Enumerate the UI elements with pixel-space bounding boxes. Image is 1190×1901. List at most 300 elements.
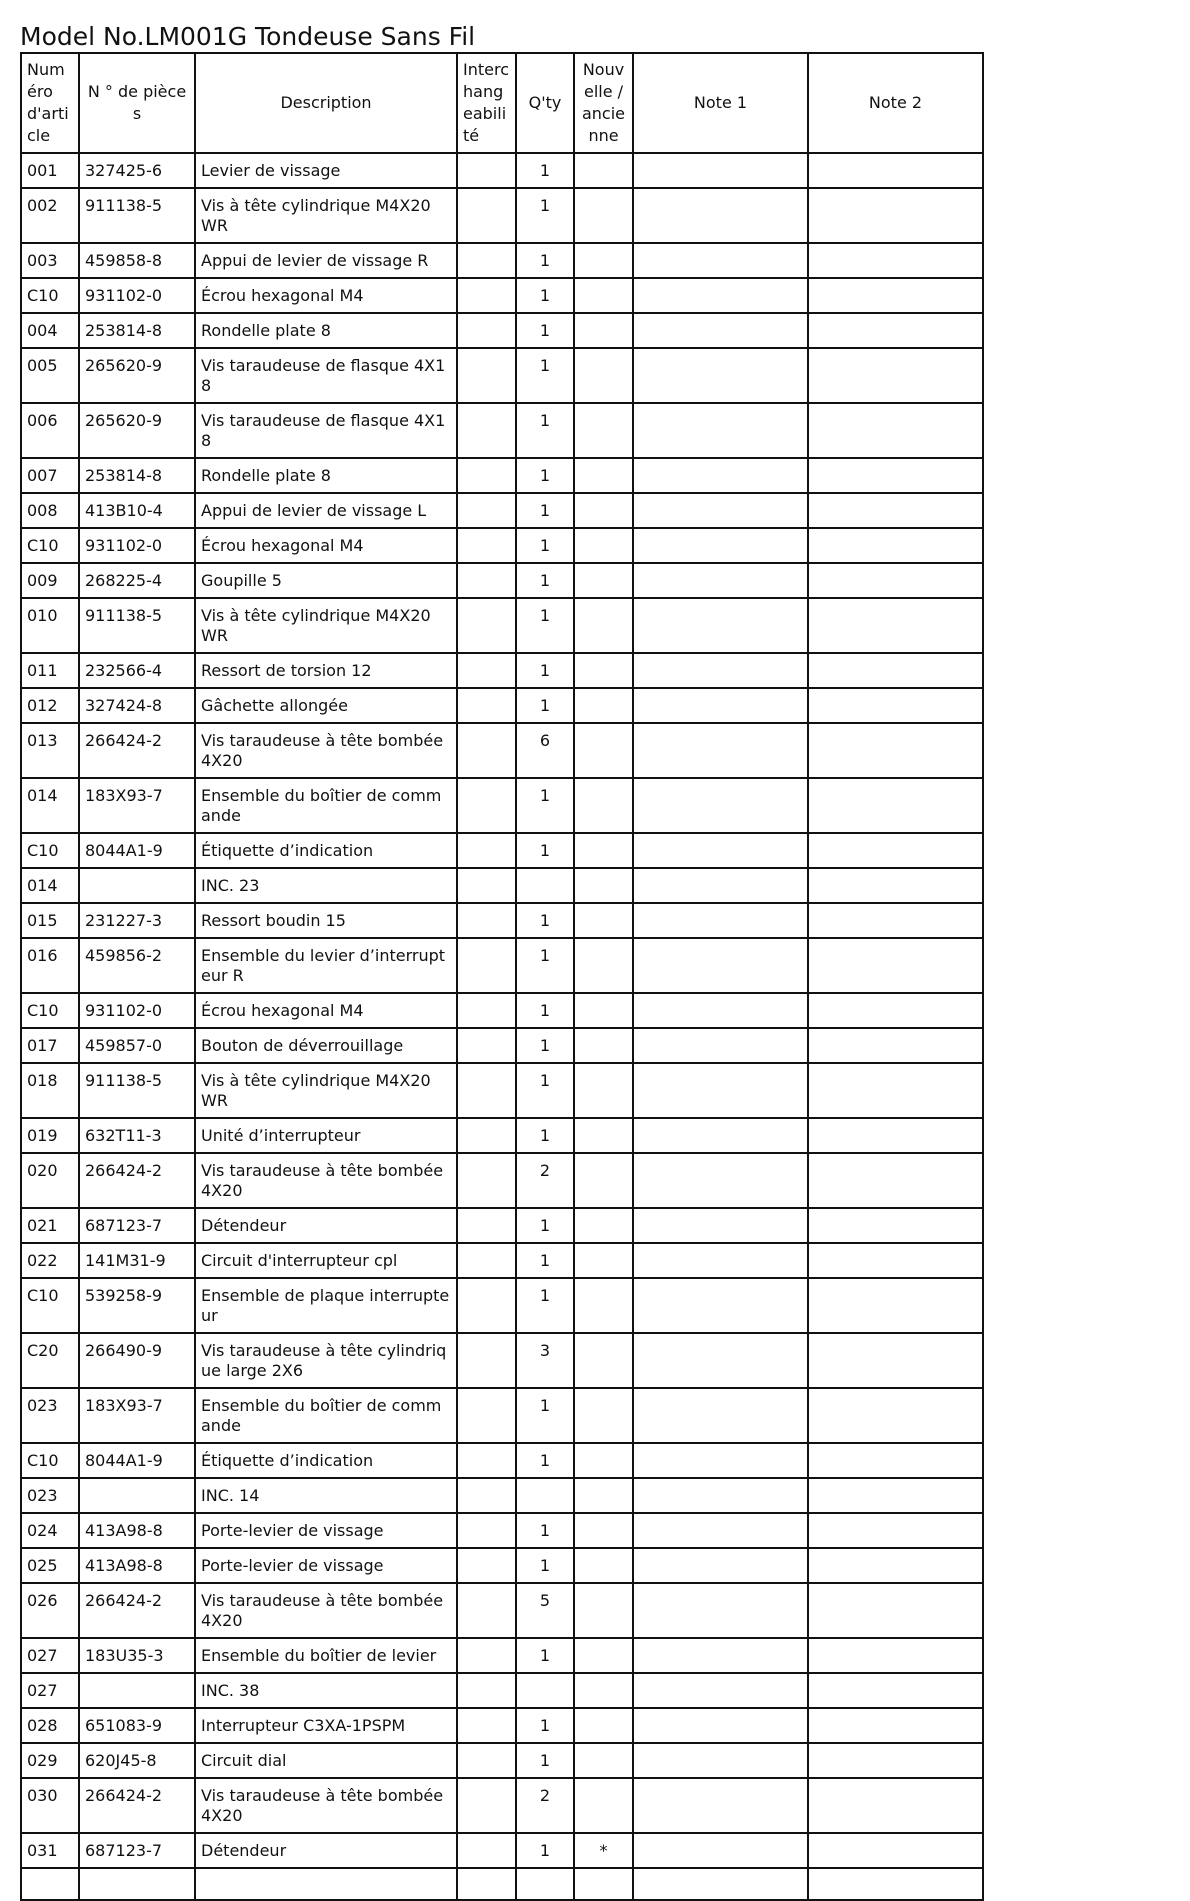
cell-note-1	[633, 778, 808, 833]
cell-note-2	[808, 1743, 983, 1778]
cell-item-no: 030	[21, 1778, 79, 1833]
cell-description: Vis taraudeuse à tête cylindrique large 2X6	[195, 1333, 457, 1388]
cell-part-no: 266424-2	[79, 1153, 195, 1208]
cell-interchangeability	[457, 938, 516, 993]
cell-part-no: 232566-4	[79, 653, 195, 688]
cell-item-no: 005	[21, 348, 79, 403]
cell-interchangeability	[457, 993, 516, 1028]
cell-qty: 1	[516, 1118, 574, 1153]
cell-part-no: 632T11-3	[79, 1118, 195, 1153]
cell-note-1	[633, 1638, 808, 1673]
cell-item-no: 014	[21, 778, 79, 833]
cell-interchangeability	[457, 1833, 516, 1868]
cell-note-2	[808, 833, 983, 868]
cell-interchangeability	[457, 1708, 516, 1743]
cell-description: Vis taraudeuse à tête bombée 4X20	[195, 723, 457, 778]
cell-item-no: 021	[21, 1208, 79, 1243]
cell-note-2	[808, 993, 983, 1028]
table-row	[21, 1333, 983, 1388]
table-row	[21, 1583, 983, 1638]
cell-qty: 1	[516, 243, 574, 278]
cell-note-2	[808, 1673, 983, 1708]
document-title: Model No.LM001G Tondeuse Sans Fil	[20, 22, 476, 51]
cell-interchangeability	[457, 1063, 516, 1118]
cell-new-old	[574, 528, 633, 563]
cell-note-2	[808, 1118, 983, 1153]
cell-note-1	[633, 243, 808, 278]
cell-note-1	[633, 458, 808, 493]
cell-interchangeability	[457, 348, 516, 403]
cell-qty: 1	[516, 1548, 574, 1583]
cell-new-old	[574, 278, 633, 313]
cell-note-1	[633, 1243, 808, 1278]
table-row	[21, 1708, 983, 1743]
cell-new-old	[574, 1478, 633, 1513]
cell-part-no: 620J45-8	[79, 1743, 195, 1778]
cell-description: Goupille 5	[195, 563, 457, 598]
cell-part-no: 266424-2	[79, 1583, 195, 1638]
cell-note-1	[633, 833, 808, 868]
cell-note-1	[633, 1868, 808, 1900]
cell-interchangeability	[457, 243, 516, 278]
cell-item-no: C10	[21, 278, 79, 313]
cell-interchangeability	[457, 723, 516, 778]
cell-interchangeability	[457, 1243, 516, 1278]
cell-qty: 2	[516, 1778, 574, 1833]
cell-part-no: 687123-7	[79, 1833, 195, 1868]
cell-qty	[516, 1673, 574, 1708]
cell-description: Porte-levier de vissage	[195, 1548, 457, 1583]
cell-interchangeability	[457, 1028, 516, 1063]
cell-description: Vis à tête cylindrique M4X20 WR	[195, 1063, 457, 1118]
cell-note-2	[808, 778, 983, 833]
cell-part-no: 931102-0	[79, 528, 195, 563]
cell-part-no: 413A98-8	[79, 1513, 195, 1548]
cell-part-no: 911138-5	[79, 598, 195, 653]
cell-interchangeability	[457, 563, 516, 598]
cell-qty: 1	[516, 1028, 574, 1063]
cell-item-no: 011	[21, 653, 79, 688]
cell-item-no: 010	[21, 598, 79, 653]
cell-item-no: 001	[21, 153, 79, 188]
cell-note-1	[633, 1443, 808, 1478]
cell-interchangeability	[457, 1388, 516, 1443]
cell-note-2	[808, 1208, 983, 1243]
cell-new-old	[574, 938, 633, 993]
cell-note-2	[808, 1243, 983, 1278]
cell-qty: 1	[516, 1708, 574, 1743]
cell-item-no: C10	[21, 833, 79, 868]
cell-item-no: 014	[21, 868, 79, 903]
header-new-old: Nouvelle / ancienne	[574, 53, 633, 153]
cell-qty	[516, 1478, 574, 1513]
cell-new-old	[574, 243, 633, 278]
cell-interchangeability	[457, 688, 516, 723]
cell-note-1	[633, 1743, 808, 1778]
cell-note-2	[808, 1513, 983, 1548]
cell-new-old	[574, 153, 633, 188]
cell-part-no	[79, 1673, 195, 1708]
cell-part-no: 911138-5	[79, 188, 195, 243]
table-row	[21, 903, 983, 938]
cell-description: Ensemble du boîtier de levier	[195, 1638, 457, 1673]
cell-item-no: 016	[21, 938, 79, 993]
cell-note-1	[633, 688, 808, 723]
cell-item-no: C20	[21, 1333, 79, 1388]
cell-description: Unité d’interrupteur	[195, 1118, 457, 1153]
cell-note-2	[808, 528, 983, 563]
cell-qty	[516, 1868, 574, 1900]
cell-new-old	[574, 1063, 633, 1118]
cell-note-2	[808, 493, 983, 528]
cell-note-2	[808, 598, 983, 653]
cell-new-old: *	[574, 1833, 633, 1868]
table-row	[21, 1638, 983, 1673]
cell-note-2	[808, 1278, 983, 1333]
cell-note-2	[808, 1778, 983, 1833]
cell-item-no: 031	[21, 1833, 79, 1868]
cell-item-no: 027	[21, 1638, 79, 1673]
cell-part-no: 911138-5	[79, 1063, 195, 1118]
cell-part-no: 413B10-4	[79, 493, 195, 528]
cell-item-no: 008	[21, 493, 79, 528]
table-row	[21, 1443, 983, 1478]
cell-note-1	[633, 528, 808, 563]
cell-item-no: 009	[21, 563, 79, 598]
cell-note-2	[808, 1443, 983, 1478]
cell-description: Détendeur	[195, 1208, 457, 1243]
cell-description: Circuit d'interrupteur cpl	[195, 1243, 457, 1278]
cell-new-old	[574, 993, 633, 1028]
cell-item-no: 013	[21, 723, 79, 778]
cell-interchangeability	[457, 493, 516, 528]
cell-interchangeability	[457, 1513, 516, 1548]
cell-note-2	[808, 868, 983, 903]
header-qty: Q'ty	[516, 53, 574, 153]
cell-description: INC. 23	[195, 868, 457, 903]
header-description: Description	[195, 53, 457, 153]
cell-description: Interrupteur C3XA-1PSPM	[195, 1708, 457, 1743]
cell-qty: 1	[516, 493, 574, 528]
cell-part-no: 931102-0	[79, 278, 195, 313]
cell-description: INC. 38	[195, 1673, 457, 1708]
cell-description: Appui de levier de vissage R	[195, 243, 457, 278]
table-row	[21, 993, 983, 1028]
cell-note-2	[808, 938, 983, 993]
cell-note-2	[808, 1478, 983, 1513]
cell-qty: 1	[516, 598, 574, 653]
table-row	[21, 1513, 983, 1548]
cell-interchangeability	[457, 528, 516, 563]
cell-note-1	[633, 1118, 808, 1153]
cell-item-no: C10	[21, 1278, 79, 1333]
table-row	[21, 153, 983, 188]
cell-note-2	[808, 278, 983, 313]
cell-interchangeability	[457, 868, 516, 903]
cell-interchangeability	[457, 458, 516, 493]
cell-note-2	[808, 688, 983, 723]
cell-note-2	[808, 1153, 983, 1208]
cell-qty: 1	[516, 153, 574, 188]
cell-note-1	[633, 278, 808, 313]
cell-note-1	[633, 563, 808, 598]
cell-note-2	[808, 1638, 983, 1673]
cell-new-old	[574, 1778, 633, 1833]
cell-interchangeability	[457, 1583, 516, 1638]
cell-note-1	[633, 1833, 808, 1868]
cell-note-2	[808, 1868, 983, 1900]
header-part-no: N ° de pièces	[79, 53, 195, 153]
parts-table-body	[21, 153, 983, 1900]
cell-item-no: 018	[21, 1063, 79, 1118]
cell-part-no: 231227-3	[79, 903, 195, 938]
cell-new-old	[574, 653, 633, 688]
cell-new-old	[574, 1673, 633, 1708]
cell-qty: 1	[516, 278, 574, 313]
cell-note-1	[633, 723, 808, 778]
cell-qty: 6	[516, 723, 574, 778]
cell-qty: 1	[516, 403, 574, 458]
cell-note-1	[633, 188, 808, 243]
cell-note-2	[808, 1063, 983, 1118]
cell-note-1	[633, 403, 808, 458]
cell-note-1	[633, 903, 808, 938]
table-row	[21, 1153, 983, 1208]
cell-note-1	[633, 153, 808, 188]
cell-description: Appui de levier de vissage L	[195, 493, 457, 528]
cell-note-1	[633, 493, 808, 528]
table-row	[21, 278, 983, 313]
cell-item-no: C10	[21, 1443, 79, 1478]
cell-interchangeability	[457, 653, 516, 688]
table-header-row	[21, 53, 983, 153]
cell-qty: 1	[516, 938, 574, 993]
cell-note-1	[633, 1388, 808, 1443]
cell-new-old	[574, 1743, 633, 1778]
cell-note-1	[633, 1153, 808, 1208]
table-row	[21, 493, 983, 528]
cell-note-2	[808, 653, 983, 688]
cell-interchangeability	[457, 1638, 516, 1673]
cell-item-no: C10	[21, 528, 79, 563]
table-row	[21, 868, 983, 903]
table-row	[21, 1673, 983, 1708]
cell-item-no: 020	[21, 1153, 79, 1208]
cell-description: Vis taraudeuse à tête bombée 4X20	[195, 1583, 457, 1638]
cell-qty: 1	[516, 1833, 574, 1868]
cell-description: Vis à tête cylindrique M4X20 WR	[195, 598, 457, 653]
cell-new-old	[574, 1388, 633, 1443]
cell-item-no: 022	[21, 1243, 79, 1278]
cell-interchangeability	[457, 903, 516, 938]
cell-note-1	[633, 1333, 808, 1388]
cell-item-no: 023	[21, 1388, 79, 1443]
cell-interchangeability	[457, 833, 516, 868]
cell-description: INC. 14	[195, 1478, 457, 1513]
cell-qty: 1	[516, 458, 574, 493]
table-row	[21, 1028, 983, 1063]
cell-note-1	[633, 868, 808, 903]
cell-part-no: 327424-8	[79, 688, 195, 723]
cell-part-no: 268225-4	[79, 563, 195, 598]
cell-new-old	[574, 868, 633, 903]
cell-part-no: 265620-9	[79, 348, 195, 403]
cell-note-2	[808, 403, 983, 458]
cell-part-no: 253814-8	[79, 458, 195, 493]
cell-note-1	[633, 653, 808, 688]
cell-note-1	[633, 1708, 808, 1743]
table-row	[21, 1548, 983, 1583]
cell-interchangeability	[457, 1868, 516, 1900]
cell-item-no	[21, 1868, 79, 1900]
cell-new-old	[574, 1638, 633, 1673]
cell-qty: 2	[516, 1153, 574, 1208]
cell-part-no: 539258-9	[79, 1278, 195, 1333]
table-row	[21, 723, 983, 778]
cell-part-no: 931102-0	[79, 993, 195, 1028]
cell-note-1	[633, 1513, 808, 1548]
header-note-2: Note 2	[808, 53, 983, 153]
cell-description: Vis taraudeuse de flasque 4X18	[195, 403, 457, 458]
cell-note-1	[633, 1208, 808, 1243]
cell-new-old	[574, 493, 633, 528]
cell-item-no: 029	[21, 1743, 79, 1778]
table-row	[21, 1243, 983, 1278]
parts-table	[20, 52, 984, 1901]
cell-qty: 1	[516, 778, 574, 833]
cell-interchangeability	[457, 188, 516, 243]
cell-note-2	[808, 188, 983, 243]
cell-qty: 1	[516, 688, 574, 723]
cell-interchangeability	[457, 1333, 516, 1388]
table-row	[21, 1743, 983, 1778]
cell-note-2	[808, 1548, 983, 1583]
cell-new-old	[574, 778, 633, 833]
cell-part-no: 459858-8	[79, 243, 195, 278]
cell-description: Écrou hexagonal M4	[195, 993, 457, 1028]
cell-item-no: C10	[21, 993, 79, 1028]
cell-description: Circuit dial	[195, 1743, 457, 1778]
cell-part-no: 651083-9	[79, 1708, 195, 1743]
cell-new-old	[574, 1513, 633, 1548]
cell-new-old	[574, 903, 633, 938]
table-row	[21, 563, 983, 598]
cell-new-old	[574, 833, 633, 868]
cell-note-1	[633, 993, 808, 1028]
cell-new-old	[574, 1278, 633, 1333]
cell-qty: 1	[516, 1638, 574, 1673]
cell-interchangeability	[457, 313, 516, 348]
cell-new-old	[574, 188, 633, 243]
cell-description: Vis à tête cylindrique M4X20 WR	[195, 188, 457, 243]
cell-qty: 1	[516, 903, 574, 938]
cell-new-old	[574, 598, 633, 653]
table-row	[21, 1388, 983, 1443]
cell-note-1	[633, 938, 808, 993]
cell-note-2	[808, 348, 983, 403]
cell-new-old	[574, 1028, 633, 1063]
cell-interchangeability	[457, 278, 516, 313]
cell-description: Ensemble du boîtier de commande	[195, 778, 457, 833]
table-row	[21, 1208, 983, 1243]
cell-part-no: 327425-6	[79, 153, 195, 188]
cell-interchangeability	[457, 778, 516, 833]
cell-description: Rondelle plate 8	[195, 313, 457, 348]
cell-item-no: 004	[21, 313, 79, 348]
cell-item-no: 024	[21, 1513, 79, 1548]
cell-interchangeability	[457, 1443, 516, 1478]
cell-qty: 1	[516, 313, 574, 348]
cell-part-no: 687123-7	[79, 1208, 195, 1243]
cell-note-1	[633, 1778, 808, 1833]
cell-part-no: 183U35-3	[79, 1638, 195, 1673]
cell-qty: 1	[516, 348, 574, 403]
cell-note-1	[633, 348, 808, 403]
cell-note-2	[808, 243, 983, 278]
cell-item-no: 015	[21, 903, 79, 938]
cell-qty: 1	[516, 1513, 574, 1548]
cell-item-no: 028	[21, 1708, 79, 1743]
cell-interchangeability	[457, 153, 516, 188]
cell-description: Vis taraudeuse de flasque 4X18	[195, 348, 457, 403]
cell-note-2	[808, 1333, 983, 1388]
cell-new-old	[574, 1583, 633, 1638]
cell-interchangeability	[457, 1208, 516, 1243]
cell-new-old	[574, 313, 633, 348]
cell-note-2	[808, 903, 983, 938]
cell-qty: 1	[516, 1278, 574, 1333]
cell-new-old	[574, 1153, 633, 1208]
cell-note-2	[808, 1833, 983, 1868]
cell-part-no: 8044A1-9	[79, 833, 195, 868]
cell-new-old	[574, 1208, 633, 1243]
cell-part-no: 141M31-9	[79, 1243, 195, 1278]
cell-note-1	[633, 598, 808, 653]
cell-part-no: 266424-2	[79, 723, 195, 778]
cell-qty	[516, 868, 574, 903]
cell-part-no	[79, 1868, 195, 1900]
header-item-no: Numéro d'article	[21, 53, 79, 153]
cell-note-1	[633, 1478, 808, 1513]
cell-part-no: 413A98-8	[79, 1548, 195, 1583]
table-row	[21, 833, 983, 868]
cell-new-old	[574, 458, 633, 493]
cell-note-1	[633, 1063, 808, 1118]
cell-note-1	[633, 313, 808, 348]
table-row	[21, 348, 983, 403]
cell-new-old	[574, 1548, 633, 1583]
cell-interchangeability	[457, 403, 516, 458]
cell-item-no: 006	[21, 403, 79, 458]
cell-part-no: 265620-9	[79, 403, 195, 458]
cell-description: Écrou hexagonal M4	[195, 278, 457, 313]
cell-new-old	[574, 348, 633, 403]
table-row	[21, 598, 983, 653]
cell-interchangeability	[457, 1548, 516, 1583]
cell-part-no: 183X93-7	[79, 778, 195, 833]
header-interchangeability: Interchangeabilité	[457, 53, 516, 153]
cell-new-old	[574, 1333, 633, 1388]
cell-new-old	[574, 1443, 633, 1478]
cell-item-no: 017	[21, 1028, 79, 1063]
table-row	[21, 938, 983, 993]
cell-interchangeability	[457, 1673, 516, 1708]
cell-note-2	[808, 1708, 983, 1743]
cell-note-1	[633, 1673, 808, 1708]
cell-item-no: 007	[21, 458, 79, 493]
cell-new-old	[574, 688, 633, 723]
table-row	[21, 1063, 983, 1118]
